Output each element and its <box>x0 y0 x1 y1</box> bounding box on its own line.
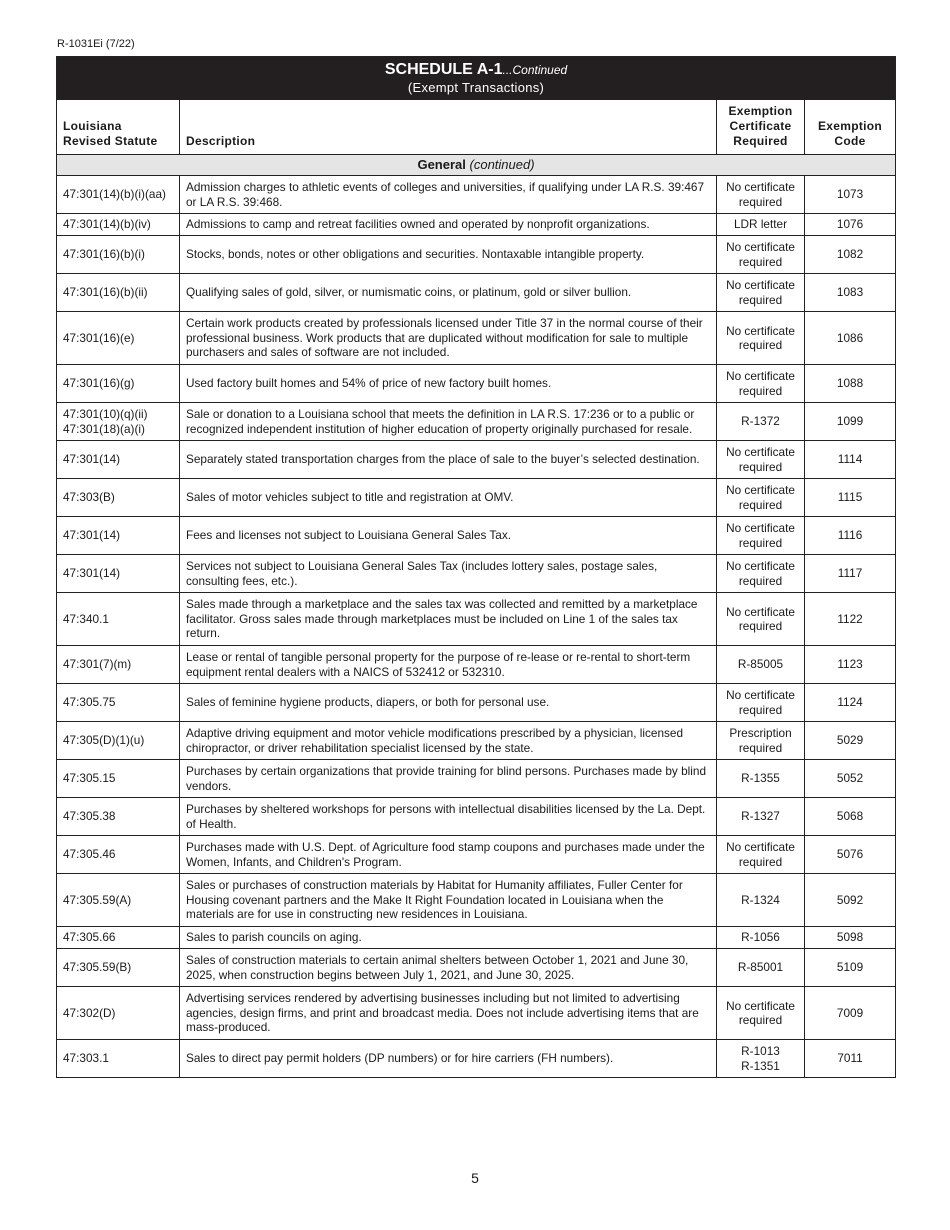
table-row <box>57 517 896 555</box>
code-cell: 5109 <box>805 949 896 987</box>
table-row <box>57 555 896 593</box>
code-cell: 1076 <box>805 214 896 236</box>
certificate-text: R-1372 <box>741 414 780 429</box>
description-cell: Admission charges to athletic events of colleges and universities, if qualifying under LA R.S. 39:467 or LA R.S. 39:468. <box>180 176 717 214</box>
certificate-text: No certificate <box>726 323 795 338</box>
certificate-text: required <box>738 535 783 550</box>
title-bar <box>57 57 896 100</box>
description-cell: Sales to parish councils on aging. <box>180 927 717 949</box>
column-header-row <box>57 100 896 155</box>
certificate-cell <box>717 555 805 593</box>
table-row <box>57 1040 896 1078</box>
certificate-text: No certificate <box>726 604 795 619</box>
certificate-text: R-85001 <box>737 960 784 975</box>
certificate-cell <box>717 593 805 646</box>
statute-text: 47:301(14) <box>63 452 121 467</box>
description-cell: Sale or donation to a Louisiana school that meets the definition in LA R.S. 17:236 or to a public or recognized independent institution of higher education of property originally purchased for resale. <box>180 403 717 441</box>
statute-text: 47:305.15 <box>63 771 116 786</box>
statute-cell <box>57 949 180 987</box>
certificate-cell <box>717 403 805 441</box>
description-cell: Separately stated transportation charges from the place of sale to the buyer’s selected destination. <box>180 441 717 479</box>
statute-text: 47:301(18)(a)(i) <box>63 421 145 436</box>
statute-cell <box>57 760 180 798</box>
certificate-cell <box>717 798 805 836</box>
code-cell: 1088 <box>805 365 896 403</box>
certificate-text: required <box>738 702 783 717</box>
description-cell: Sales or purchases of construction materials by Habitat for Humanity affiliates, Fuller Center for Housing covenant partners and the Make It Right Foundation located in Louisiana when the materials are for use in constructing new residences in Louisiana. <box>180 874 717 927</box>
statute-text: 47:340.1 <box>63 611 109 626</box>
description-cell: Purchases made with U.S. Dept. of Agriculture food stamp coupons and purchases made under the Women, Infants, and Children's Program. <box>180 836 717 874</box>
description-cell: Lease or rental of tangible personal property for the purpose of re-lease or re-rental to short-term equipment rental dealers with a NAICS of 532412 or 532310. <box>180 646 717 684</box>
certificate-cell <box>717 312 805 365</box>
description-cell: Fees and licenses not subject to Louisiana General Sales Tax. <box>180 517 717 555</box>
code-cell: 1116 <box>805 517 896 555</box>
code-cell: 1114 <box>805 441 896 479</box>
statute-text: 47:303(B) <box>63 490 115 505</box>
code-cell: 1117 <box>805 555 896 593</box>
certificate-text: required <box>738 254 783 269</box>
certificate-cell <box>717 760 805 798</box>
table-row <box>57 874 896 927</box>
statute-cell <box>57 722 180 760</box>
certificate-text: R-85005 <box>737 657 784 672</box>
page-number: 5 <box>471 1170 479 1186</box>
statute-cell <box>57 874 180 927</box>
statute-text: 47:305.66 <box>63 930 116 945</box>
certificate-text: required <box>738 740 783 755</box>
header-certificate: Exemption Certificate Required <box>717 100 805 155</box>
certificate-text: No certificate <box>726 559 795 573</box>
statute-text: 47:305.59(B) <box>63 960 132 975</box>
certificate-text: required <box>738 573 783 588</box>
description-cell: Sales made through a marketplace and the sales tax was collected and remitted by a marketplace facilitator. Gross sales made through marketplaces must be included on Line 1 of the sales tax return. <box>180 593 717 646</box>
code-cell: 7011 <box>805 1040 896 1078</box>
code-cell: 5076 <box>805 836 896 874</box>
statute-text: 47:301(14) <box>63 528 121 543</box>
code-cell: 1099 <box>805 403 896 441</box>
statute-cell <box>57 517 180 555</box>
certificate-cell <box>717 987 805 1040</box>
statute-cell <box>57 365 180 403</box>
description-cell: Purchases by certain organizations that provide training for blind persons. Purchases made by blind vendors. <box>180 760 717 798</box>
certificate-cell <box>717 874 805 927</box>
certificate-text: R-1324 <box>741 892 780 907</box>
certificate-text: No certificate <box>726 445 795 459</box>
statute-cell <box>57 836 180 874</box>
certificate-cell <box>717 236 805 274</box>
title-continued: ...Continued <box>502 63 568 77</box>
certificate-text: No certificate <box>726 840 795 854</box>
statute-text: 47:301(16)(b)(i) <box>63 247 145 262</box>
certificate-text: required <box>738 194 783 209</box>
table-row <box>57 949 896 987</box>
certificate-text: R-1013 <box>741 1044 780 1058</box>
statute-text: 47:301(16)(g) <box>63 376 135 391</box>
table-row <box>57 760 896 798</box>
statute-cell <box>57 479 180 517</box>
section-row <box>57 155 896 176</box>
statute-text: 47:305.46 <box>63 847 116 862</box>
table-row <box>57 646 896 684</box>
certificate-cell <box>717 1040 805 1078</box>
certificate-text: R-1327 <box>741 809 780 824</box>
description-cell: Sales to direct pay permit holders (DP numbers) or for hire carriers (FH numbers). <box>180 1040 717 1078</box>
certificate-text: Prescription <box>729 726 792 740</box>
table-row <box>57 274 896 312</box>
code-cell: 5068 <box>805 798 896 836</box>
certificate-text: R-1351 <box>741 1058 780 1073</box>
certificate-text: R-1056 <box>741 930 780 945</box>
header-statute: Louisiana Revised Statute <box>57 100 180 155</box>
code-cell: 5052 <box>805 760 896 798</box>
statute-text: 47:301(10)(q)(ii) <box>63 407 148 421</box>
code-cell: 1123 <box>805 646 896 684</box>
statute-cell <box>57 1040 180 1078</box>
certificate-text: No certificate <box>726 278 795 292</box>
certificate-cell <box>717 684 805 722</box>
certificate-text: No certificate <box>726 240 795 254</box>
certificate-text: No certificate <box>726 180 795 194</box>
table-row <box>57 365 896 403</box>
statute-cell <box>57 441 180 479</box>
description-cell: Used factory built homes and 54% of price of new factory built homes. <box>180 365 717 403</box>
statute-cell <box>57 798 180 836</box>
statute-cell <box>57 593 180 646</box>
table-row <box>57 684 896 722</box>
certificate-text: required <box>738 292 783 307</box>
statute-cell <box>57 403 180 441</box>
statute-cell <box>57 987 180 1040</box>
schedule-subtitle: (Exempt Transactions) <box>407 80 545 95</box>
header-description: Description <box>180 100 717 155</box>
code-cell: 5098 <box>805 927 896 949</box>
statute-text: 47:301(16)(b)(ii) <box>63 285 148 300</box>
code-cell: 5092 <box>805 874 896 927</box>
code-cell: 1082 <box>805 236 896 274</box>
certificate-cell <box>717 949 805 987</box>
table-row <box>57 593 896 646</box>
statute-cell <box>57 555 180 593</box>
statute-cell <box>57 927 180 949</box>
certificate-text: required <box>738 497 783 512</box>
table-row <box>57 441 896 479</box>
statute-text: 47:301(7)(m) <box>63 657 132 672</box>
statute-text: 47:303.1 <box>63 1051 109 1066</box>
table-row <box>57 722 896 760</box>
statute-cell <box>57 646 180 684</box>
description-cell: Sales of feminine hygiene products, diapers, or both for personal use. <box>180 684 717 722</box>
code-cell: 1115 <box>805 479 896 517</box>
table-row <box>57 403 896 441</box>
description-cell: Sales of motor vehicles subject to title and registration at OMV. <box>180 479 717 517</box>
certificate-text: No certificate <box>726 688 795 702</box>
description-cell: Stocks, bonds, notes or other obligations and securities. Nontaxable intangible property. <box>180 236 717 274</box>
description-cell: Services not subject to Louisiana General Sales Tax (includes lottery sales, postage sales, consulting fees, etc.). <box>180 555 717 593</box>
certificate-text: required <box>738 619 783 633</box>
table-row <box>57 836 896 874</box>
certificate-text: required <box>738 1013 783 1027</box>
code-cell: 1086 <box>805 312 896 365</box>
statute-cell <box>57 214 180 236</box>
header-code: Exemption Code <box>805 100 896 155</box>
schedule-table <box>56 56 896 1078</box>
certificate-cell <box>717 646 805 684</box>
statute-text: 47:301(14)(b)(i)(aa) <box>63 187 166 202</box>
certificate-text: required <box>738 854 783 869</box>
description-cell: Admissions to camp and retreat facilities owned and operated by nonprofit organizations. <box>180 214 717 236</box>
statute-text: 47:301(14) <box>63 566 121 581</box>
table-row <box>57 479 896 517</box>
certificate-text: No certificate <box>726 521 795 535</box>
certificate-cell <box>717 722 805 760</box>
table-body <box>57 176 896 1078</box>
table-row <box>57 236 896 274</box>
form-id: R-1031Ei (7/22) <box>57 38 135 50</box>
statute-cell <box>57 176 180 214</box>
certificate-text: No certificate <box>726 369 795 383</box>
certificate-cell <box>717 214 805 236</box>
statute-text: 47:302(D) <box>63 1005 116 1020</box>
table-row <box>57 312 896 365</box>
certificate-cell <box>717 836 805 874</box>
description-cell: Advertising services rendered by advertising businesses including but not limited to advertising agencies, design firms, and print and broadcast media. Does not include advertising items that are mass-produced. <box>180 987 717 1040</box>
table-row <box>57 214 896 236</box>
statute-text: 47:301(16)(e) <box>63 330 135 345</box>
statute-text: 47:301(14)(b)(iv) <box>63 217 151 232</box>
section-note: (continued) <box>469 157 535 172</box>
code-cell: 1124 <box>805 684 896 722</box>
code-cell: 5029 <box>805 722 896 760</box>
table-row <box>57 987 896 1040</box>
statute-text: 47:305.38 <box>63 809 116 824</box>
code-cell: 1083 <box>805 274 896 312</box>
description-cell: Adaptive driving equipment and motor vehicle modifications prescribed by a physician, licensed chiropractor, or driver rehabilitation specialist licensed by the state. <box>180 722 717 760</box>
statute-cell <box>57 274 180 312</box>
code-cell: 7009 <box>805 987 896 1040</box>
section-title: General <box>417 157 466 172</box>
description-cell: Qualifying sales of gold, silver, or numismatic coins, or platinum, gold or silver bullion. <box>180 274 717 312</box>
statute-cell <box>57 684 180 722</box>
statute-text: 47:305.75 <box>63 695 116 710</box>
code-cell: 1122 <box>805 593 896 646</box>
certificate-text: No certificate <box>726 483 795 497</box>
schedule-title: SCHEDULE A-1 <box>384 61 503 78</box>
code-cell: 1073 <box>805 176 896 214</box>
statute-cell <box>57 312 180 365</box>
table-row <box>57 798 896 836</box>
certificate-cell <box>717 517 805 555</box>
description-cell: Sales of construction materials to certain animal shelters between October 1, 2021 and June 30, 2025, when construction begins between July 1, 2021, and June 30, 2025. <box>180 949 717 987</box>
certificate-text: No certificate <box>726 998 795 1013</box>
description-cell: Certain work products created by professionals licensed under Title 37 in the normal course of their professional business. Work products that are duplicated without modification for sale to multiple purchasers and sales of software are not included. <box>180 312 717 365</box>
statute-cell <box>57 236 180 274</box>
certificate-cell <box>717 479 805 517</box>
certificate-text: required <box>738 338 783 352</box>
certificate-cell <box>717 927 805 949</box>
description-cell: Purchases by sheltered workshops for persons with intellectual disabilities licensed by the La. Dept. of Health. <box>180 798 717 836</box>
certificate-text: required <box>738 459 783 474</box>
statute-text: 47:305(D)(1)(u) <box>63 733 145 748</box>
statute-text: 47:305.59(A) <box>63 892 132 907</box>
certificate-cell <box>717 365 805 403</box>
certificate-cell <box>717 274 805 312</box>
certificate-cell <box>717 441 805 479</box>
certificate-cell <box>717 176 805 214</box>
certificate-text: LDR letter <box>733 217 788 232</box>
certificate-text: required <box>738 383 783 398</box>
table-row <box>57 176 896 214</box>
certificate-text: R-1355 <box>741 771 780 786</box>
table-row <box>57 927 896 949</box>
